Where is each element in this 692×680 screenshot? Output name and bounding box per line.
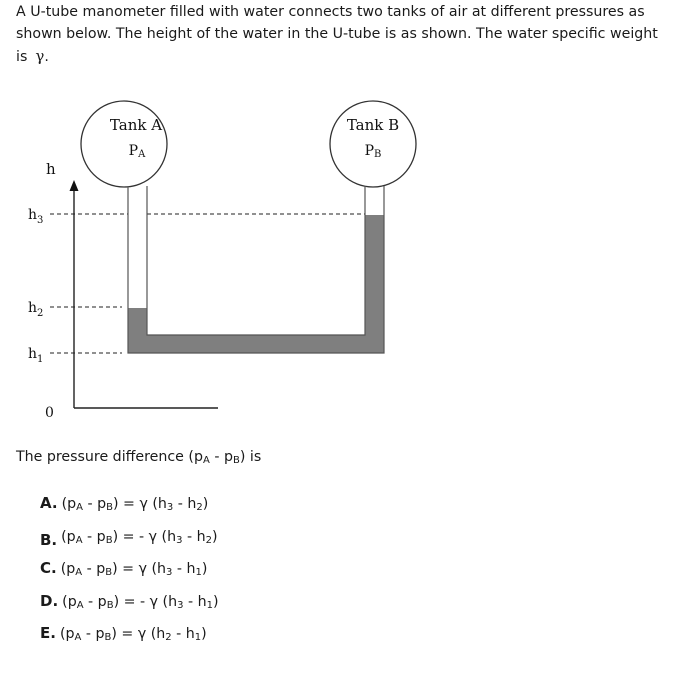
option-e[interactable]: E. $(p_A - p_B) = \gamma$ $(h_2 - h_1)$ (40, 624, 207, 643)
label-h1: $h_1$ (28, 346, 44, 365)
problem-text: A U-tube manometer filled with water connects two tanks of air at different pressures as shown below. The height of the water in the U-tube is as shown. The water specific weight is (16, 4, 658, 65)
period: . (44, 49, 49, 65)
u-tube (128, 186, 384, 353)
question-stem: The pressure difference $(p_A - p_B)$ is (16, 449, 262, 466)
label-origin: 0 (45, 405, 54, 421)
option-d[interactable]: D. $(p_A - p_B)$ = - γ $(h_3 - h_1)$ (40, 591, 219, 611)
tank-a (81, 101, 167, 187)
option-a-text: $(p_A - p_B) = \gamma$ $(h_3 - h_2)$ (61, 496, 209, 513)
axis-label-h: h (46, 160, 56, 178)
option-e-text: $(p_A - p_B) = \gamma$ $(h_2 - h_1)$ (59, 626, 207, 643)
option-a[interactable]: A. $(p_A - p_B) = \gamma$ $(h_3 - h_2)$ (40, 494, 209, 513)
height-axis (70, 180, 219, 408)
option-c-text: $(p_A - p_B) = \gamma$ $(h_3 - h_1)$ (60, 561, 208, 578)
water-column (128, 215, 384, 353)
option-c[interactable]: C. $(p_A - p_B) = \gamma$ $(h_3 - h_1)$ (40, 559, 208, 578)
option-b[interactable]: B. $(p_A - p_B)$ = - γ $(h_3 - h_2)$ (40, 528, 218, 549)
tank-a-label: Tank A (109, 116, 163, 134)
answer-options (40, 494, 219, 657)
option-d-text: $(p_A - p_B)$ = - γ $(h_3 - h_1)$ (62, 593, 219, 611)
label-h3: $h_3$ (28, 207, 44, 226)
reference-lines (50, 214, 365, 353)
label-h2: $h_2$ (28, 300, 44, 319)
tank-a-pressure: PA (128, 143, 146, 160)
axis-arrow-icon (70, 180, 79, 191)
gamma-symbol: γ (35, 47, 45, 65)
option-b-text: $(p_A - p_B)$ = - γ $(h_3 - h_2)$ (61, 528, 218, 546)
tank-b-label: Tank B (346, 116, 400, 134)
tank-b-pressure: PB (364, 143, 382, 160)
question-text (16, 449, 261, 466)
